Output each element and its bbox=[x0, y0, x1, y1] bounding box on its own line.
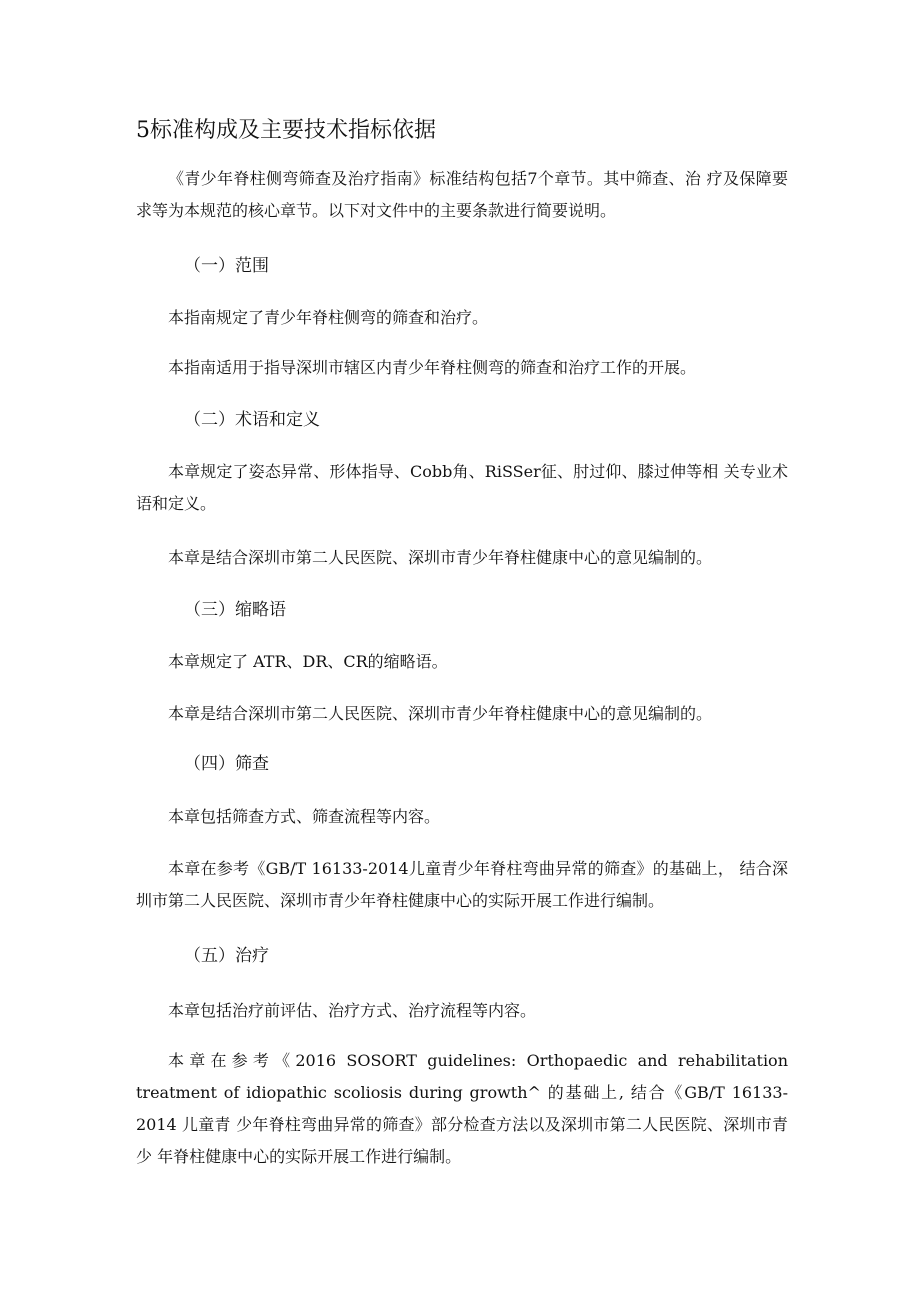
screening-paragraph-1: 本章包括筛查方式、筛查流程等内容。 bbox=[168, 807, 441, 826]
section-heading: 5标准构成及主要技术指标依据 bbox=[136, 118, 436, 143]
section-title-scope: （一）范围 bbox=[184, 256, 269, 276]
section-title-treatment: （五）治疗 bbox=[184, 946, 269, 966]
section-title-screening: （四）筛查 bbox=[184, 754, 269, 774]
treatment-paragraph-1: 本章包括治疗前评估、治疗方式、治疗流程等内容。 bbox=[168, 1001, 537, 1020]
intro-paragraph: 《青少年脊柱侧弯筛查及治疗指南》标准结构包括7个章节。其中筛查、治 疗及保障要求等为本规范的核心章节。以下对文件中的主要条款进行简要说明。 bbox=[136, 169, 788, 220]
scope-paragraph-2: 本指南适用于指导深圳市辖区内青少年脊柱侧弯的筛查和治疗工作的开展。 bbox=[168, 358, 697, 377]
scope-paragraph-1: 本指南规定了青少年脊柱侧弯的筛查和治疗。 bbox=[168, 308, 489, 327]
section-title-terms: （二）术语和定义 bbox=[184, 410, 320, 430]
terms-paragraph-2: 本章是结合深圳市第二人民医院、深圳市青少年脊柱健康中心的意见编制的。 bbox=[168, 548, 713, 567]
screening-paragraph-2: 本章在参考《GB/T 16133-2014儿童青少年脊柱弯曲异常的筛查》的基础上， 结合深圳市第二人民医院、深圳市青少年脊柱健康中心的实际开展工作进行编制。 bbox=[136, 859, 788, 910]
treatment-paragraph-2: 本章在参考《2016 SOSORT guidelines: Orthopaedic and rehabilitation treatment of idiopathic scoliosis during growth^ 的基础上, 结合《GB/T 16133-2014 儿童青 少年脊柱弯曲异常的筛查》部分检查方法以及深圳市第二人民医院、深圳市青少 年脊柱健康中心的实际开展工作进行编制。 bbox=[136, 1051, 788, 1166]
section-title-abbreviations: （三）缩略语 bbox=[184, 600, 286, 620]
abbreviations-paragraph-2: 本章是结合深圳市第二人民医院、深圳市青少年脊柱健康中心的意见编制的。 bbox=[168, 704, 713, 723]
terms-paragraph-1: 本章规定了姿态异常、形体指导、Cobb角、RiSSer征、肘过仰、膝过伸等相 关专业术语和定义。 bbox=[136, 462, 788, 513]
abbreviations-paragraph-1: 本章规定了 ATR、DR、CR的缩略语。 bbox=[168, 652, 448, 671]
